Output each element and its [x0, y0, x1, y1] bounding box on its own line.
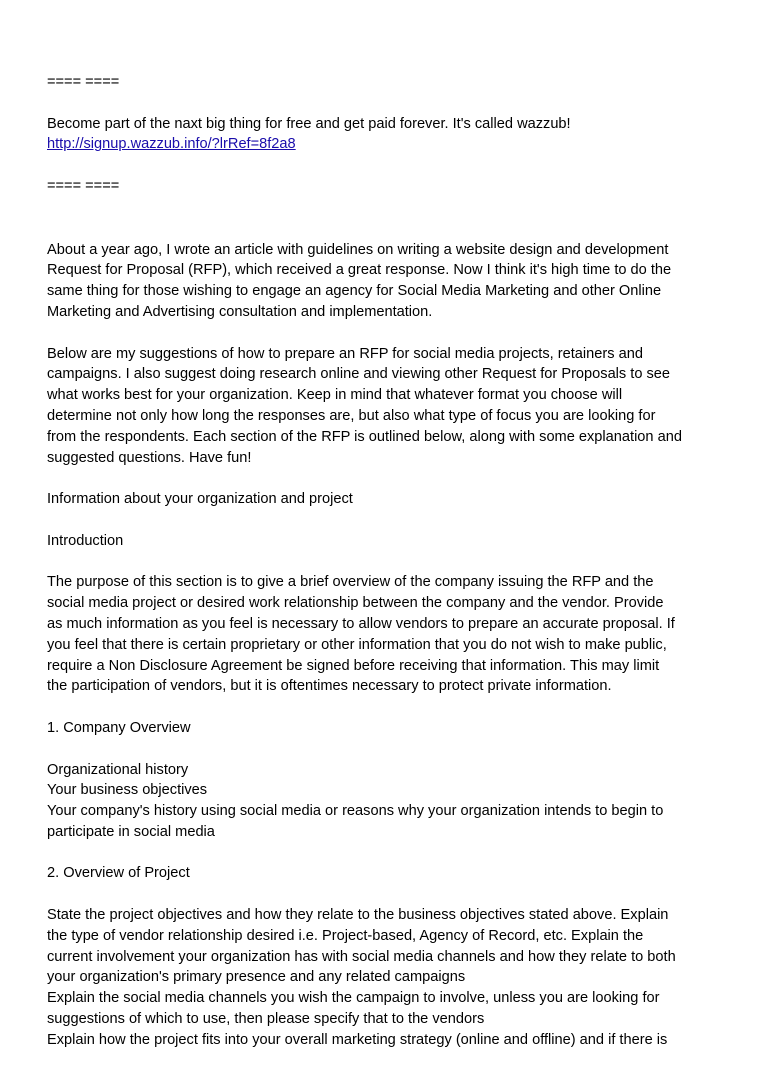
separator-top: ==== ==== — [47, 74, 120, 90]
promo-text: Become part of the naxt big thing for free and get paid forever. It's called wazzub! — [47, 115, 571, 132]
text-line: require a Non Disclosure Agreement be signed before receiving that information. This may limit — [47, 657, 660, 674]
intro-paragraph — [47, 240, 737, 323]
section-heading: Information about your organization and project — [47, 491, 353, 508]
text-line: social media project or desired work relationship between the company and the vendor. Provide — [47, 595, 664, 612]
list-item: your organization's primary presence and any related campaigns — [47, 969, 466, 986]
text-line: what works best for your organization. Keep in mind that whatever format you choose will — [47, 387, 623, 404]
list-item: State the project objectives and how they relate to the business objectives stated above. Explain — [47, 907, 669, 924]
text-line: as much information as you feel is necessary to allow vendors to prepare an accurate proposal. If — [47, 615, 675, 632]
promo-block — [47, 114, 737, 156]
text-line: suggested questions. Have fun! — [47, 449, 252, 466]
list-item: Your business objectives — [47, 782, 208, 799]
text-line: from the respondents. Each section of the RFP is outlined below, along with some explanation and — [47, 428, 682, 445]
company-overview-heading: 1. Company Overview — [47, 719, 191, 736]
list-item: Organizational history — [47, 761, 189, 778]
purpose-paragraph — [47, 572, 737, 697]
introduction-heading: Introduction — [47, 532, 124, 549]
text-line: Below are my suggestions of how to prepare an RFP for social media projects, retainers and — [47, 345, 643, 362]
text-line: same thing for those wishing to engage an agency for Social Media Marketing and other Online — [47, 283, 662, 300]
text-line: About a year ago, I wrote an article with guidelines on writing a website design and development — [47, 241, 669, 258]
suggestions-paragraph — [47, 344, 737, 469]
signup-link[interactable]: http://signup.wazzub.info/?lrRef=8f2a8 — [47, 136, 296, 153]
list-item: Explain the social media channels you wish the campaign to involve, unless you are looking for — [47, 990, 660, 1007]
separator-bottom: ==== ==== — [47, 177, 120, 194]
list-item: the type of vendor relationship desired i.e. Project-based, Agency of Record, etc. Explain the — [47, 927, 644, 944]
list-item: suggestions of which to use, then please specify that to the vendors — [47, 1011, 485, 1028]
project-overview-heading: 2. Overview of Project — [47, 865, 190, 882]
project-overview-list — [47, 905, 737, 1051]
company-overview-list — [47, 760, 737, 843]
text-line: you feel that there is certain proprietary or other information that you do not wish to make public, — [47, 636, 667, 653]
list-item: current involvement your organization has with social media channels and how they relate to both — [47, 948, 676, 965]
text-line: determine not only how long the responses are, but also what type of focus you are looking for — [47, 407, 656, 424]
text-line: campaigns. I also suggest doing research online and viewing other Request for Proposals to see — [47, 366, 671, 383]
list-item: Explain how the project fits into your overall marketing strategy (online and offline) and if there is — [47, 1031, 668, 1048]
list-item: Your company's history using social media or reasons why your organization intends to begin to — [47, 803, 664, 820]
document-page — [47, 72, 737, 1071]
text-line: Request for Proposal (RFP), which received a great response. Now I think it's high time to do the — [47, 262, 672, 279]
text-line: Marketing and Advertising consultation and implementation. — [47, 303, 433, 320]
text-line: The purpose of this section is to give a brief overview of the company issuing the RFP and the — [47, 574, 654, 591]
list-item: participate in social media — [47, 823, 215, 840]
text-line: the participation of vendors, but it is oftentimes necessary to protect private information. — [47, 678, 612, 695]
